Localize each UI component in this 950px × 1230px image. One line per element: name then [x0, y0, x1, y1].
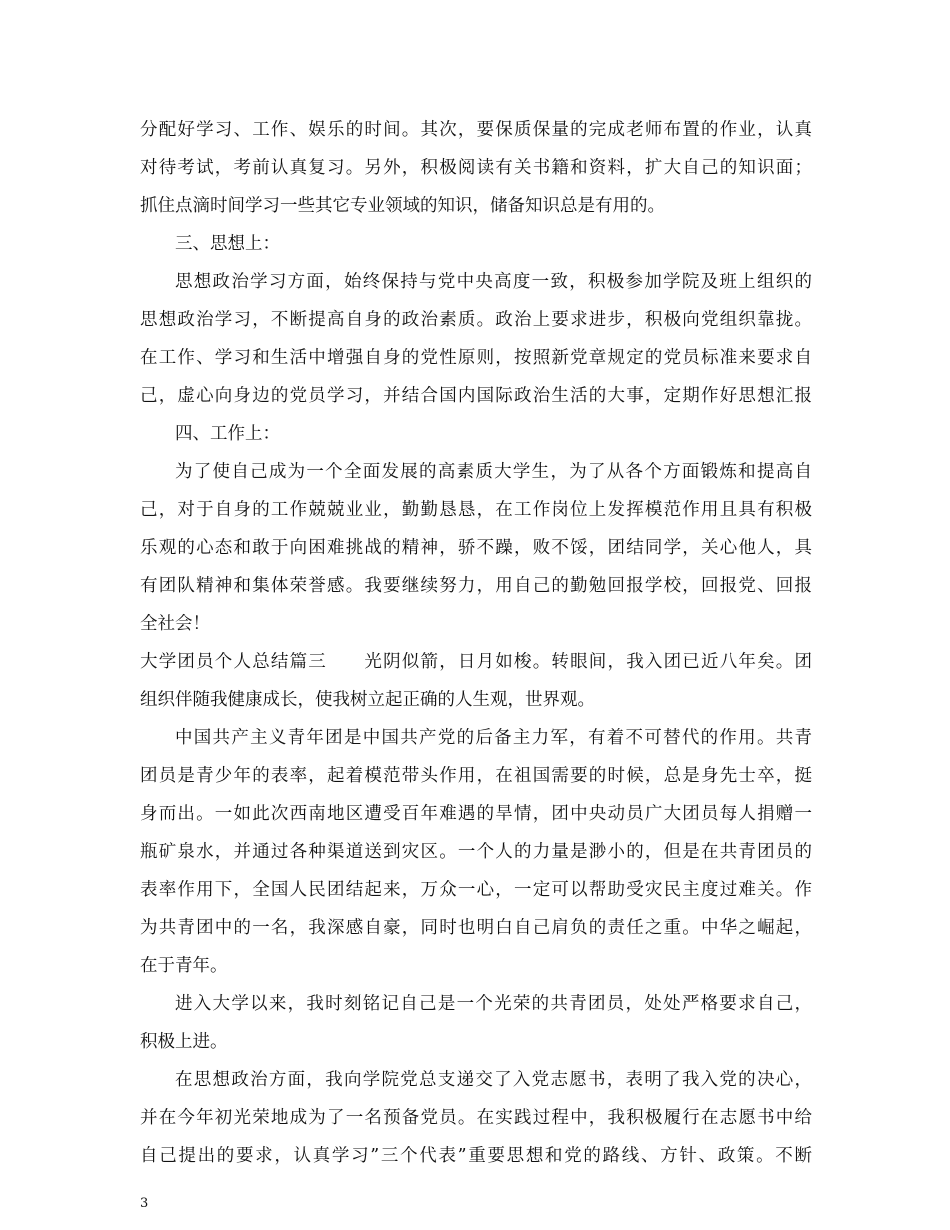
text-line: 全社会！ — [140, 614, 210, 634]
section-heading: 三、思想上： — [175, 234, 280, 254]
text-line: 乐观的心态和敢于向困难挑战的精神，骄不躁，败不馁，团结同学，关心他人，具 — [140, 538, 812, 558]
text-line: 在工作、学习和生活中增强自身的党性原则，按照新党章规定的党员标准来要求自 — [140, 348, 812, 368]
text-line: 大学团员个人总结篇三 光阴似箭，日月如梭。转眼间，我入团已近八年矣。团 — [140, 652, 812, 672]
text-line: 己，对于自身的工作兢兢业业，勤勤恳恳，在工作岗位上发挥模范作用且具有积极 — [140, 500, 812, 520]
text-line: 分配好学习、工作、娱乐的时间。其次，要保质保量的完成老师布置的作业，认真 — [140, 120, 812, 140]
text-line: 有团队精神和集体荣誉感。我要继续努力，用自己的勤勉回报学校，回报党、回报 — [140, 576, 812, 596]
text-line: 抓住点滴时间学习一些其它专业领域的知识，储备知识总是有用的。 — [140, 196, 665, 216]
text-line: 在于青年。 — [140, 956, 228, 976]
text-line: 己，虚心向身边的党员学习，并结合国内国际政治生活的大事，定期作好思想汇报 — [140, 386, 812, 406]
text-line: 为了使自己成为一个全面发展的高素质大学生，为了从各个方面锻炼和提高自 — [175, 462, 812, 482]
text-line: 积极上进。 — [140, 1032, 228, 1052]
text-line: 思想政治学习，不断提高自身的政治素质。政治上要求进步，积极向党组织靠拢。 — [140, 310, 812, 330]
text-line: 中国共产主义青年团是中国共产党的后备主力军，有着不可替代的作用。共青 — [175, 728, 812, 748]
text-line: 对待考试，考前认真复习。另外，积极阅读有关书籍和资料，扩大自己的知识面； — [140, 158, 812, 178]
text-line: 进入大学以来，我时刻铭记自己是一个光荣的共青团员，处处严格要求自己， — [175, 994, 812, 1014]
text-line: 思想政治学习方面，始终保持与党中央高度一致，积极参加学院及班上组织的 — [175, 272, 812, 292]
text-line: 并在今年初光荣地成为了一名预备党员。在实践过程中，我积极履行在志愿书中给 — [140, 1108, 812, 1128]
text-line: 自己提出的要求，认真学习”三个代表”重要思想和党的路线、方针、政策。不断 — [140, 1146, 812, 1166]
page-number: 3 — [140, 1196, 149, 1211]
text-line: 在思想政治方面，我向学院党总支递交了入党志愿书，表明了我入党的决心， — [175, 1070, 812, 1090]
text-line: 瓶矿泉水，并通过各种渠道送到灾区。一个人的力量是渺小的，但是在共青团员的 — [140, 842, 812, 862]
text-line: 身而出。一如此次西南地区遭受百年难遇的旱情，团中央动员广大团员每人捐赠一 — [140, 804, 812, 824]
section-heading: 四、工作上： — [175, 424, 280, 444]
text-line: 为共青团中的一名，我深感自豪，同时也明白自己肩负的责任之重。中华之崛起， — [140, 918, 812, 938]
text-line: 表率作用下，全国人民团结起来，万众一心，一定可以帮助受灾民主度过难关。作 — [140, 880, 812, 900]
text-line: 团员是青少年的表率，起着模范带头作用，在祖国需要的时候，总是身先士卒，挺 — [140, 766, 812, 786]
text-line: 组织伴随我健康成长，使我树立起正确的人生观，世界观。 — [140, 690, 595, 710]
